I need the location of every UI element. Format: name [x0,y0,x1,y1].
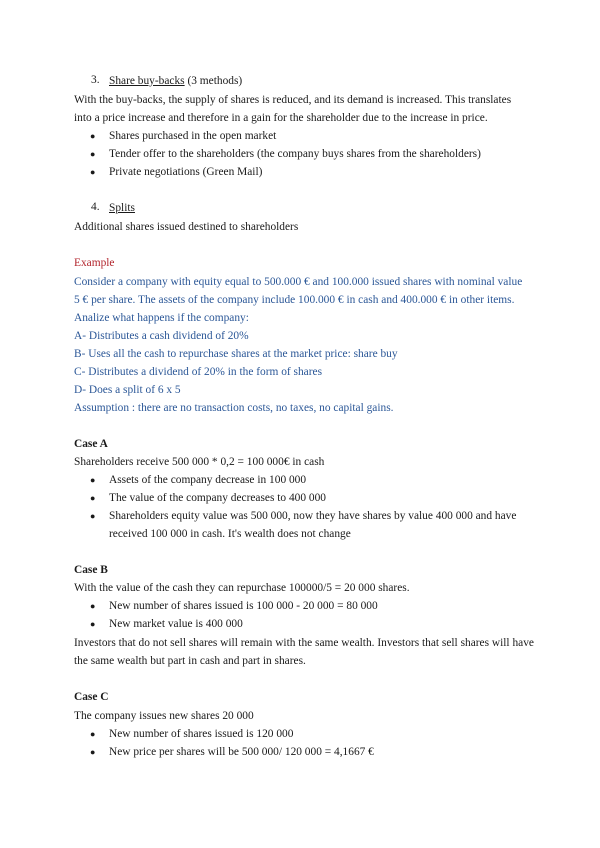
bullet-icon: ● [90,131,96,141]
bullet-icon: ● [90,601,96,611]
bullet-icon: ● [90,167,96,177]
case-c-intro: The company issues new shares 20 000 [74,710,254,722]
list-item: New market value is 400 000 [109,618,243,630]
bullet-icon: ● [90,729,96,739]
section-3-paragraph-line-1: With the buy-backs, the supply of shares is reduced, and its demand is increased. This translates [74,94,512,106]
bullet-icon: ● [90,747,96,757]
bullet-icon: ● [90,149,96,159]
example-line: B- Uses all the cash to repurchase shares at the market price: share buy [74,348,398,360]
list-item: Assets of the company decrease in 100 000 [109,474,307,486]
section-4-text: Additional shares issued destined to shareholders [74,221,299,233]
bullet-icon: ● [90,619,96,629]
list-item: The value of the company decreases to 400 000 [109,492,326,504]
case-a-intro: Shareholders receive 500 000 * 0,2 = 100 000€ in cash [74,456,325,468]
example-line: Assumption : there are no transaction costs, no taxes, no capital gains. [74,402,394,414]
list-item: New number of shares issued is 100 000 - 20 000 = 80 000 [109,600,378,612]
case-c-heading: Case C [74,691,109,703]
case-a-heading: Case A [74,438,108,450]
case-b-paragraph-line-1: Investors that do not sell shares will remain with the same wealth. Investors that sell shares will have [74,637,534,649]
section-4-number: 4. [91,201,100,213]
example-line: 5 € per share. The assets of the company include 100.000 € in cash and 400.000 € in other items. [74,294,515,306]
section-4-title: Splits [109,202,135,214]
list-item: Private negotiations (Green Mail) [109,166,263,178]
bullet-icon: ● [90,475,96,485]
case-b-heading: Case B [74,564,108,576]
list-item: Shareholders equity value was 500 000, now they have shares by value 400 000 and have [109,510,517,522]
list-item: New price per shares will be 500 000/ 120 000 = 4,1667 € [109,746,374,758]
example-line: C- Distributes a dividend of 20% in the form of shares [74,366,323,378]
example-heading: Example [74,257,115,269]
example-line: D- Does a split of 6 x 5 [74,384,181,396]
bullet-icon: ● [90,511,96,521]
list-item: New number of shares issued is 120 000 [109,728,294,740]
case-b-paragraph-line-2: the same wealth but part in cash and part in shares. [74,655,306,667]
list-item: Tender offer to the shareholders (the company buys shares from the shareholders) [109,148,481,160]
section-3-heading [109,74,242,88]
bullet-icon: ● [90,493,96,503]
example-line: Analize what happens if the company: [74,312,249,324]
section-3-title: Share buy-backs [109,75,185,87]
section-3-paragraph-line-2: into a price increase and therefore in a gain for the shareholder due to the increase in price. [74,112,488,124]
case-b-intro: With the value of the cash they can repurchase 100000/5 = 20 000 shares. [74,582,410,594]
list-item: Shares purchased in the open market [109,130,277,142]
list-item-continuation: received 100 000 in cash. It's wealth does not change [109,528,351,540]
section-3-title-suffix: (3 methods) [184,75,243,87]
example-line: Consider a company with equity equal to 500.000 € and 100.000 issued shares with nominal value [74,276,523,288]
section-3-number: 3. [91,74,100,86]
example-line: A- Distributes a cash dividend of 20% [74,330,249,342]
section-4-heading [109,201,135,215]
